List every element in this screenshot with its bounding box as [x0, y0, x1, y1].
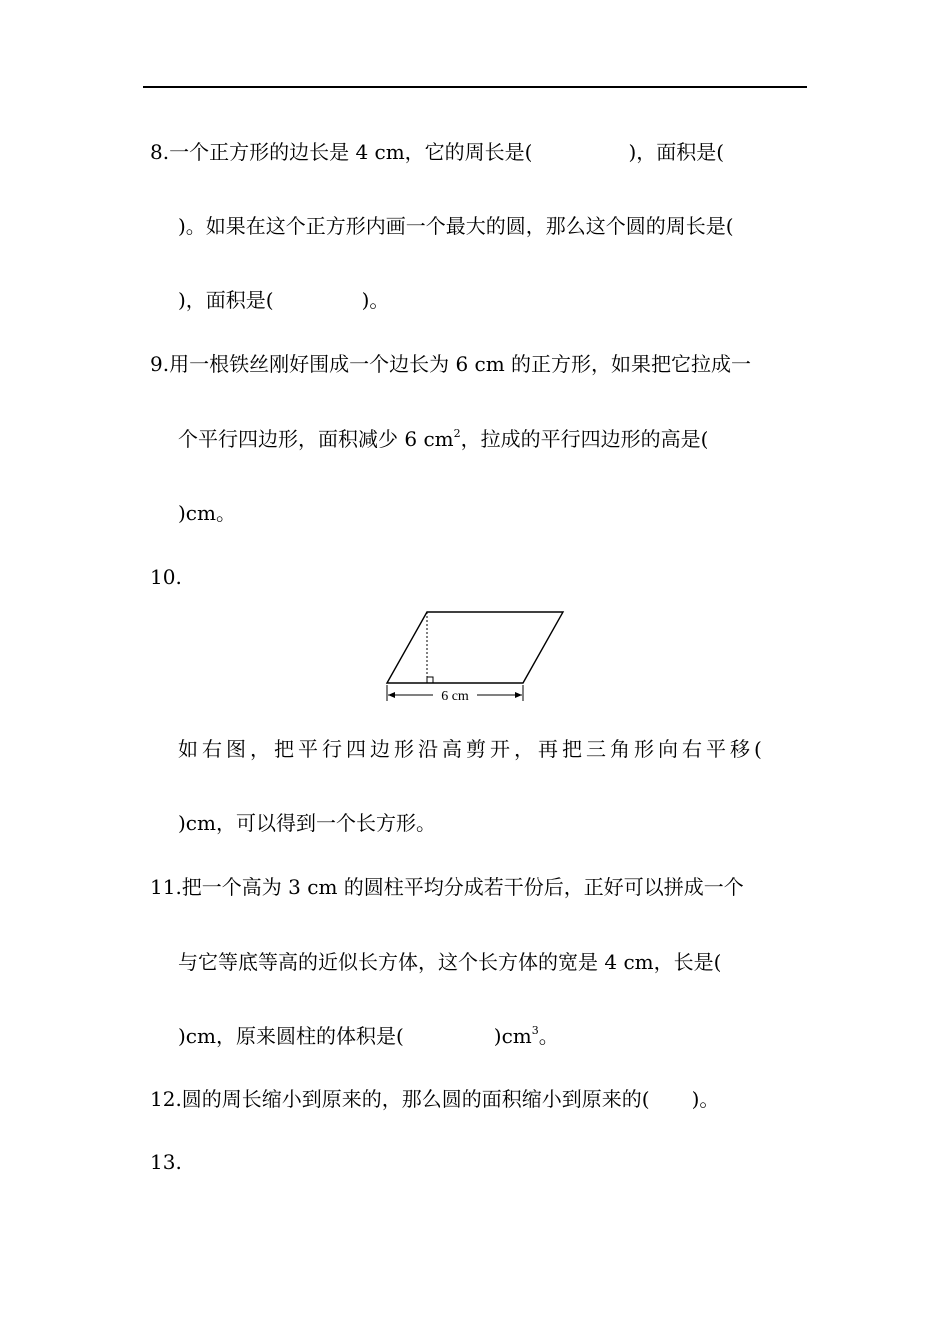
q11-text: )cm [493, 1024, 532, 1048]
q9-text: )cm。 [178, 501, 236, 525]
q9-line-3 [178, 499, 236, 527]
q8-text: 8.一个正方形的边长是 4 cm，它的周长是( [150, 140, 533, 164]
superscript: 3 [531, 1024, 539, 1037]
q11-line-3 [178, 1022, 559, 1050]
q8-text: )，面积是( [178, 288, 274, 312]
right-angle-mark [427, 677, 433, 683]
q8-text: )。如果在这个正方形内画一个最大的圆，那么这个圆的周长是( [178, 214, 734, 238]
q9-text: 个平行四边形，面积减少 6 cm [178, 427, 454, 451]
q9-text: 9.用一根铁丝刚好围成一个边长为 6 cm 的正方形，如果把它拉成一 [150, 352, 752, 376]
q9-text: ，拉成的平行四边形的高是( [460, 427, 709, 451]
parallelogram-shape [387, 612, 563, 683]
dimension-arrow-left [388, 692, 395, 698]
q11-text: 与它等底等高的近似长方体，这个长方体的宽是 4 cm，长是( [178, 950, 722, 974]
q13-text: 13. [150, 1150, 182, 1174]
q8-line-1 [150, 138, 724, 166]
top-rule [143, 86, 807, 88]
q12-text: )。 [691, 1087, 720, 1111]
q10-text: 如右图，把平行四边形沿高剪开，再把三角形向右平移( [178, 737, 766, 761]
q11-text: )cm，原来圆柱的体积是( [178, 1024, 404, 1048]
q10-text: )cm，可以得到一个长方形。 [178, 811, 436, 835]
q8-text: )。 [361, 288, 390, 312]
q12-line [150, 1085, 719, 1113]
dimension-arrow-right [515, 692, 522, 698]
q9-line-1 [150, 350, 751, 378]
parallelogram-figure [380, 605, 570, 705]
q10-line-1 [178, 735, 766, 763]
q9-line-2 [178, 425, 708, 453]
q11-line-2 [178, 948, 721, 976]
q11-text: 。 [538, 1024, 559, 1048]
q8-line-3 [178, 286, 389, 314]
q10-number [150, 563, 182, 591]
q11-line-1 [150, 873, 744, 901]
q10-text: 10. [150, 565, 182, 589]
q10-line-2 [178, 809, 436, 837]
q8-text: )，面积是( [628, 140, 725, 164]
q8-line-2 [178, 212, 734, 240]
superscript: 2 [453, 427, 461, 440]
q11-text: 11.把一个高为 3 cm 的圆柱平均分成若干份后，正好可以拼成一个 [150, 875, 744, 899]
q13-number [150, 1148, 182, 1176]
dimension-label: 6 cm [441, 689, 469, 704]
q12-text: 12.圆的周长缩小到原来的，那么圆的面积缩小到原来的( [150, 1087, 650, 1111]
